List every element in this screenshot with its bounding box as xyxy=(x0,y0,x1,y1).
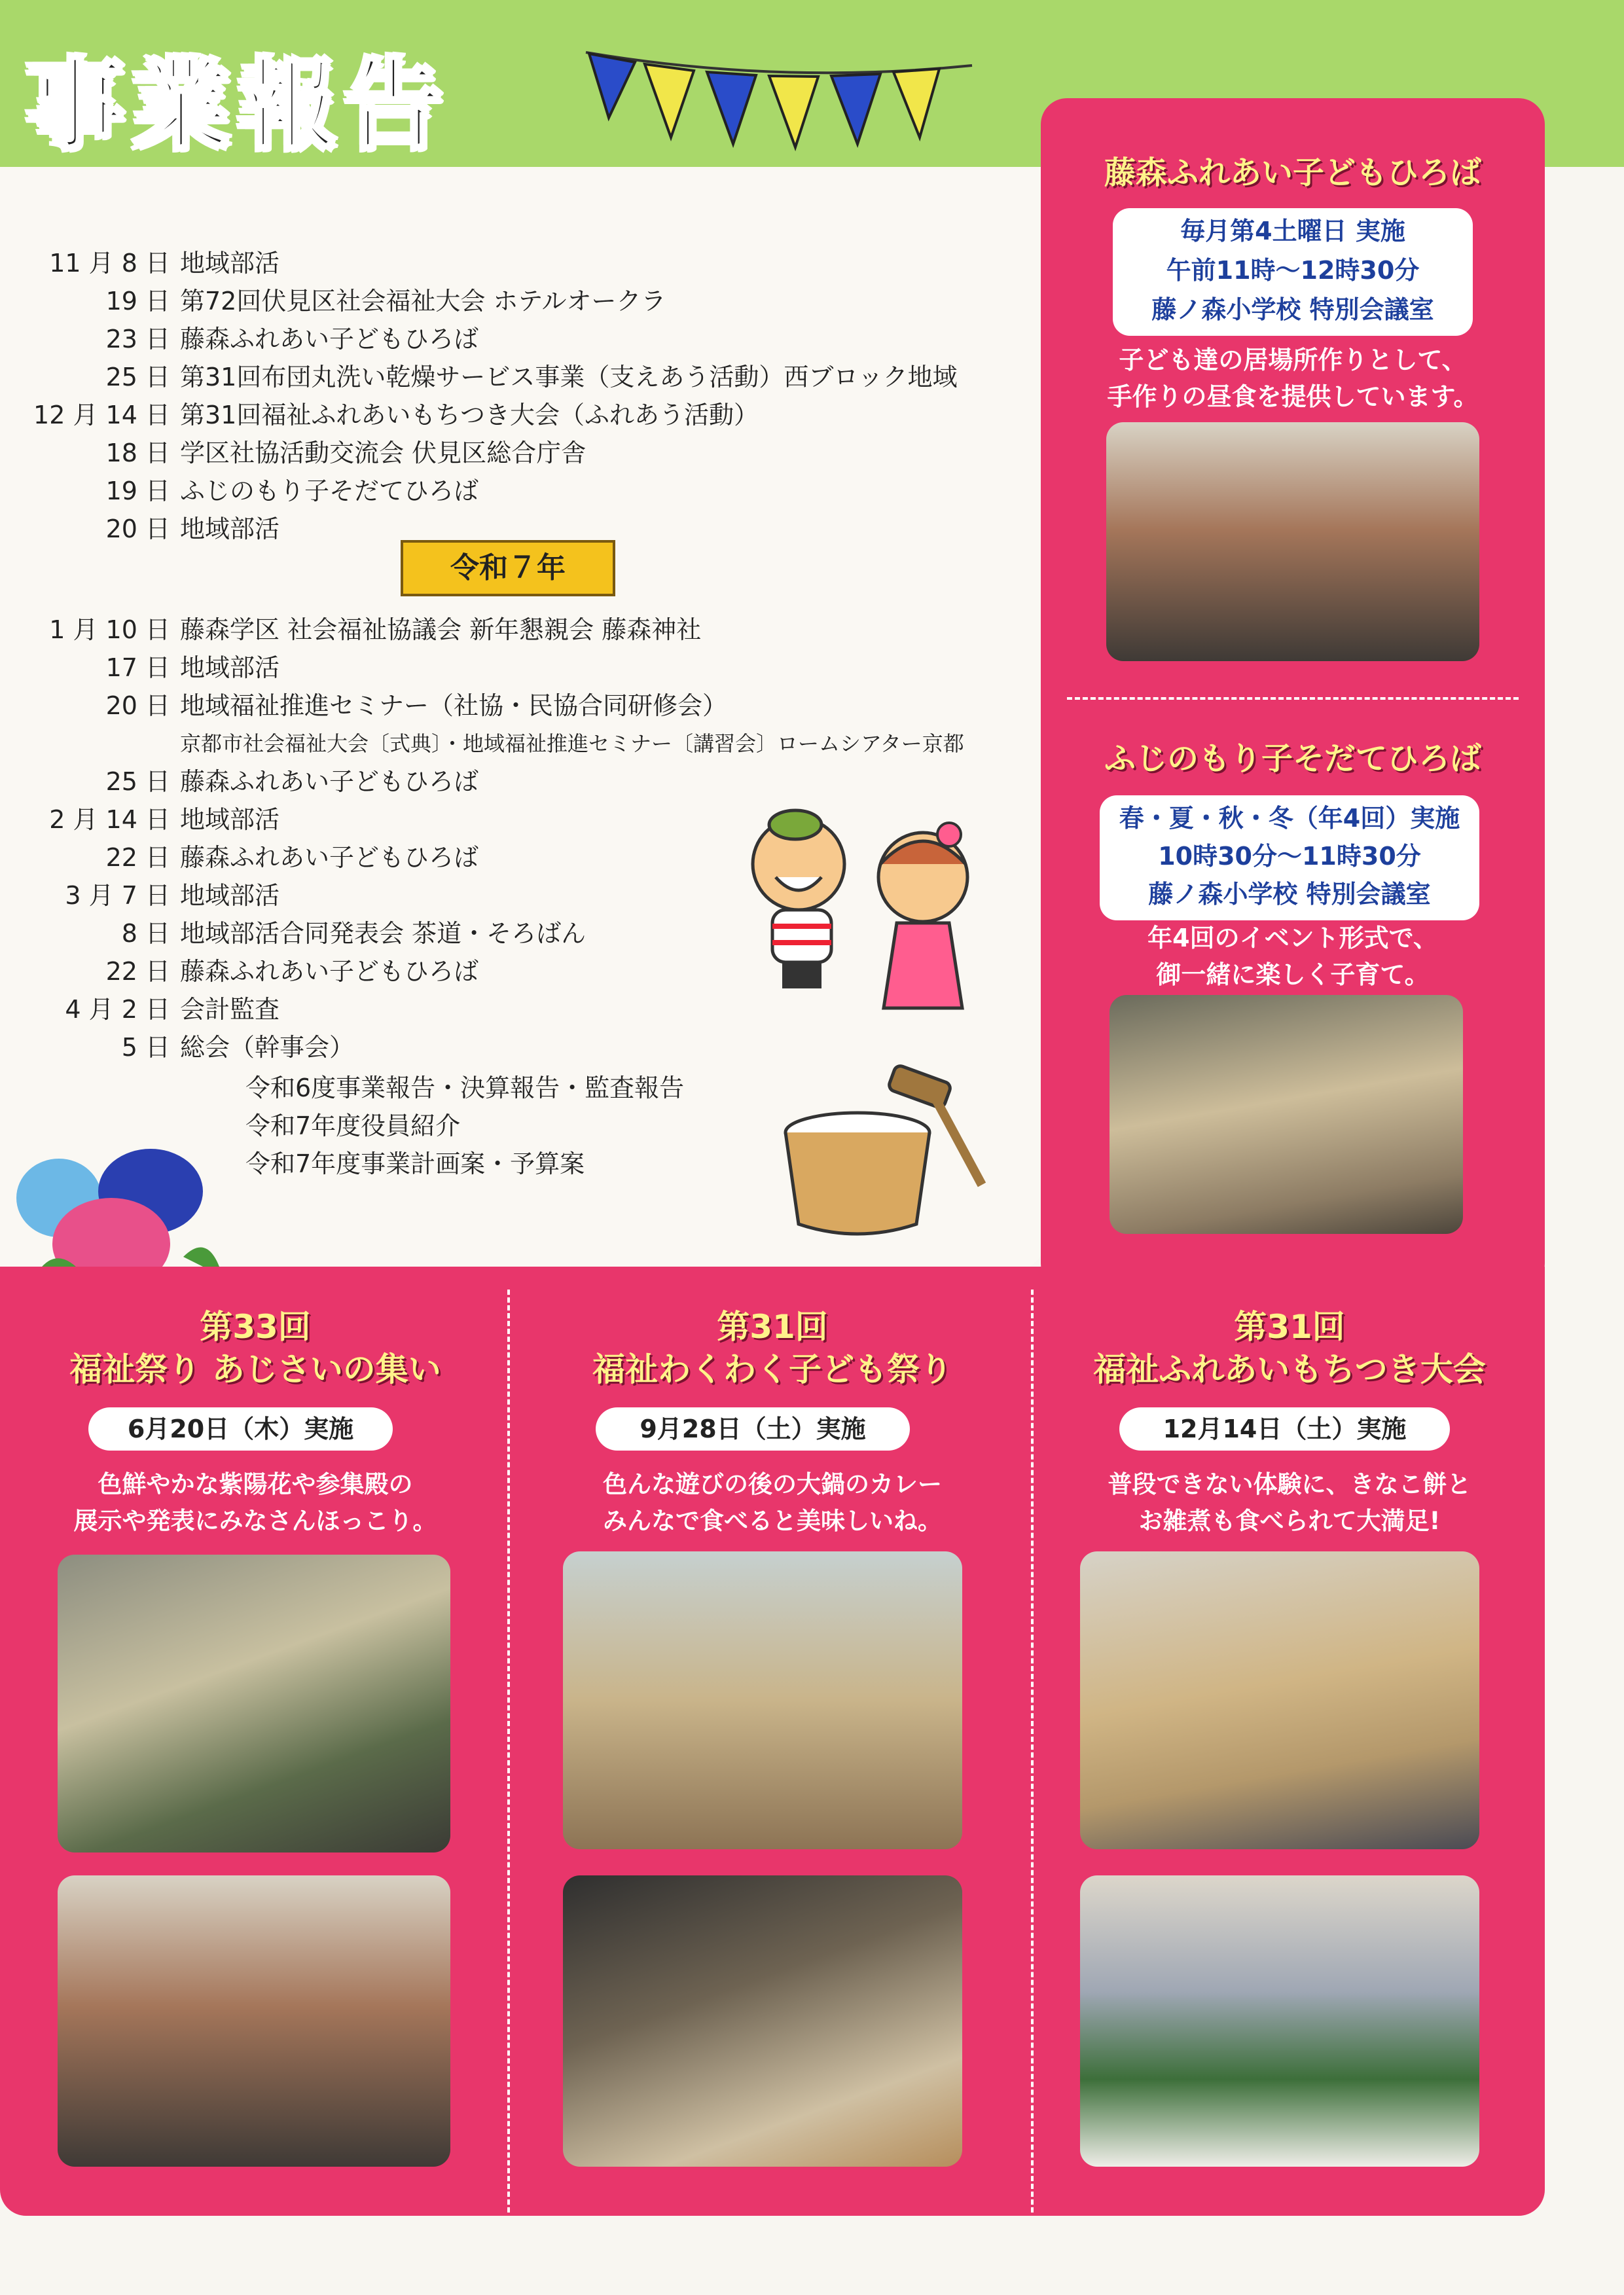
schedule-row xyxy=(0,283,1021,319)
parenting-desc-line: 年4回のイベント形式で、 xyxy=(1147,924,1438,952)
schedule-date: 1 月 10 日 xyxy=(49,615,170,644)
event-desc-line: 普段できない体験に、きなこ餅と xyxy=(1108,1470,1471,1498)
bunting-decoration xyxy=(583,39,975,157)
kids-plaza-info xyxy=(1113,208,1473,336)
agenda-text: 令和7年度役員紹介 xyxy=(245,1111,461,1140)
schedule-text: 第31回福祉ふれあいもちつき大会（ふれあう活動） xyxy=(180,401,759,429)
column-divider xyxy=(1031,1290,1034,2213)
event-desc-line: 色鮮やかな紫陽花や参集殿の xyxy=(98,1470,413,1498)
schedule-date: 23 日 xyxy=(105,325,170,353)
schedule-text: 藤森ふれあい子どもひろば xyxy=(180,767,479,796)
schedule-row xyxy=(0,650,1021,685)
parenting-plaza-description xyxy=(1047,920,1538,993)
schedule-text: 京都市社会福祉大会〔式典〕・地域福祉推進セミナー〔講習会〕ロームシアター京都 xyxy=(180,731,964,756)
event-description xyxy=(1041,1466,1538,1540)
event-number: 第31回 xyxy=(1234,1308,1345,1346)
schedule-row xyxy=(0,764,1021,799)
schedule-date: 8 日 xyxy=(121,919,170,948)
schedule-row xyxy=(0,245,1021,281)
kids-desc-line: 手作りの昼食を提供しています。 xyxy=(1107,382,1479,411)
schedule-text: 地域部活 xyxy=(180,881,280,910)
schedule-date: 2 月 14 日 xyxy=(49,805,170,834)
schedule-text: 藤森学区 社会福祉協議会 新年懇親会 藤森神社 xyxy=(180,615,702,644)
event-number: 第31回 xyxy=(717,1308,828,1346)
event-desc-line: 展示や発表にみなさんほっこり。 xyxy=(73,1507,437,1535)
kids-info-line: 毎月第4土曜日 実施 xyxy=(1180,217,1405,245)
kids-illustration xyxy=(720,805,995,1041)
event-photo xyxy=(1080,1875,1479,2167)
schedule-text: 第72回伏見区社会福祉大会 ホテルオークラ xyxy=(180,287,666,316)
schedule-row xyxy=(0,435,1021,471)
kids-plaza-title: 藤森ふれあい子どもひろば xyxy=(1104,154,1481,191)
event-description xyxy=(517,1466,1028,1540)
schedule-text: 学区社協活動交流会 伏見区総合庁舎 xyxy=(180,439,586,467)
schedule-date: 11 月 8 日 xyxy=(49,249,170,278)
event-name: 福祉わくわく子ども祭り xyxy=(592,1350,952,1388)
schedule-text: 地域福祉推進セミナー（社協・民協合同研修会） xyxy=(180,691,728,720)
schedule-date: 17 日 xyxy=(105,653,170,682)
schedule-date: 25 日 xyxy=(105,363,170,391)
section-divider xyxy=(1067,697,1519,700)
schedule-date: 19 日 xyxy=(105,477,170,505)
event-desc-line: みんなで食べると美味しいね。 xyxy=(603,1507,942,1535)
schedule-row xyxy=(0,321,1021,357)
schedule-text: ふじのもり子そだてひろば xyxy=(180,477,479,505)
schedule-text: 地域部活 xyxy=(180,653,280,682)
event-description xyxy=(13,1466,497,1540)
schedule-date: 20 日 xyxy=(105,515,170,543)
schedule-date: 19 日 xyxy=(105,287,170,316)
parenting-info-line: 藤ノ森小学校 特別会議室 xyxy=(1148,880,1431,909)
kids-info-line: 藤ノ森小学校 特別会議室 xyxy=(1151,295,1434,324)
event-photo xyxy=(58,1875,450,2167)
parenting-info-line: 10時30分～11時30分 xyxy=(1158,842,1421,871)
schedule-row xyxy=(0,397,1021,433)
schedule-date: 4 月 2 日 xyxy=(65,995,170,1024)
kids-plaza-description xyxy=(1047,342,1538,415)
schedule-date: 22 日 xyxy=(105,843,170,872)
kids-plaza-photo xyxy=(1106,422,1479,661)
schedule-date: 22 日 xyxy=(105,957,170,986)
schedule-text: 会計監査 xyxy=(180,995,280,1024)
page-title: 事業報告 xyxy=(26,49,451,163)
agenda-text: 令和7年度事業計画案・予算案 xyxy=(245,1149,585,1178)
era-label: 令和７年 xyxy=(401,540,615,596)
schedule-date: 20 日 xyxy=(105,691,170,720)
parenting-plaza-photo xyxy=(1110,995,1463,1234)
event-date: 9月28日（土）実施 xyxy=(596,1407,910,1451)
schedule-date: 18 日 xyxy=(105,439,170,467)
kids-desc-line: 子ども達の居場所作りとして、 xyxy=(1119,346,1467,374)
schedule-text: 総会（幹事会） xyxy=(180,1033,355,1062)
event-date: 12月14日（土）実施 xyxy=(1119,1407,1450,1451)
schedule-text: 地域部活 xyxy=(180,805,280,834)
schedule-date: 12 月 14 日 xyxy=(33,401,170,429)
event-name: 福祉ふれあいもちつき大会 xyxy=(1093,1350,1486,1388)
agenda-text: 令和6度事業報告・決算報告・監査報告 xyxy=(245,1074,685,1102)
kids-info-line: 午前11時～12時30分 xyxy=(1166,256,1420,285)
parenting-info-line: 春・夏・秋・冬（年4回）実施 xyxy=(1119,804,1460,833)
event-desc-line: 色んな遊びの後の大鍋のカレー xyxy=(603,1470,942,1498)
event-date: 6月20日（木）実施 xyxy=(88,1407,393,1451)
schedule-text: 地域部活 xyxy=(180,515,280,543)
schedule-row xyxy=(0,726,1021,761)
schedule-date: 3 月 7 日 xyxy=(65,881,170,910)
event-photo xyxy=(58,1555,450,1852)
parenting-plaza-title: ふじのもり子そだてひろば xyxy=(1104,740,1481,777)
parenting-plaza-info xyxy=(1100,795,1479,920)
schedule-row xyxy=(0,688,1021,723)
schedule-row xyxy=(0,359,1021,395)
mochi-mortar-illustration xyxy=(779,1060,995,1244)
schedule-row xyxy=(0,473,1021,509)
event-photo xyxy=(563,1875,962,2167)
event-desc-line: お雑煮も食べられて大満足! xyxy=(1138,1507,1441,1535)
event-photo xyxy=(1080,1551,1479,1849)
schedule-text: 第31回布団丸洗い乾燥サービス事業（支えあう活動）西ブロック地域 xyxy=(180,363,958,391)
event-name: 福祉祭り あじさいの集い xyxy=(69,1350,441,1388)
schedule-date: 25 日 xyxy=(105,767,170,796)
schedule-text: 地域部活 xyxy=(180,249,280,278)
event-photo xyxy=(563,1551,962,1849)
schedule-date: 5 日 xyxy=(121,1033,170,1062)
schedule-text: 地域部活合同発表会 茶道・そろばん xyxy=(180,919,586,948)
schedule-text: 藤森ふれあい子どもひろば xyxy=(180,957,479,986)
column-divider xyxy=(507,1290,510,2213)
parenting-desc-line: 御一緒に楽しく子育て。 xyxy=(1156,960,1430,989)
schedule-row xyxy=(0,612,1021,647)
event-number: 第33回 xyxy=(200,1308,311,1346)
schedule-text: 藤森ふれあい子どもひろば xyxy=(180,325,479,353)
schedule-text: 藤森ふれあい子どもひろば xyxy=(180,843,479,872)
